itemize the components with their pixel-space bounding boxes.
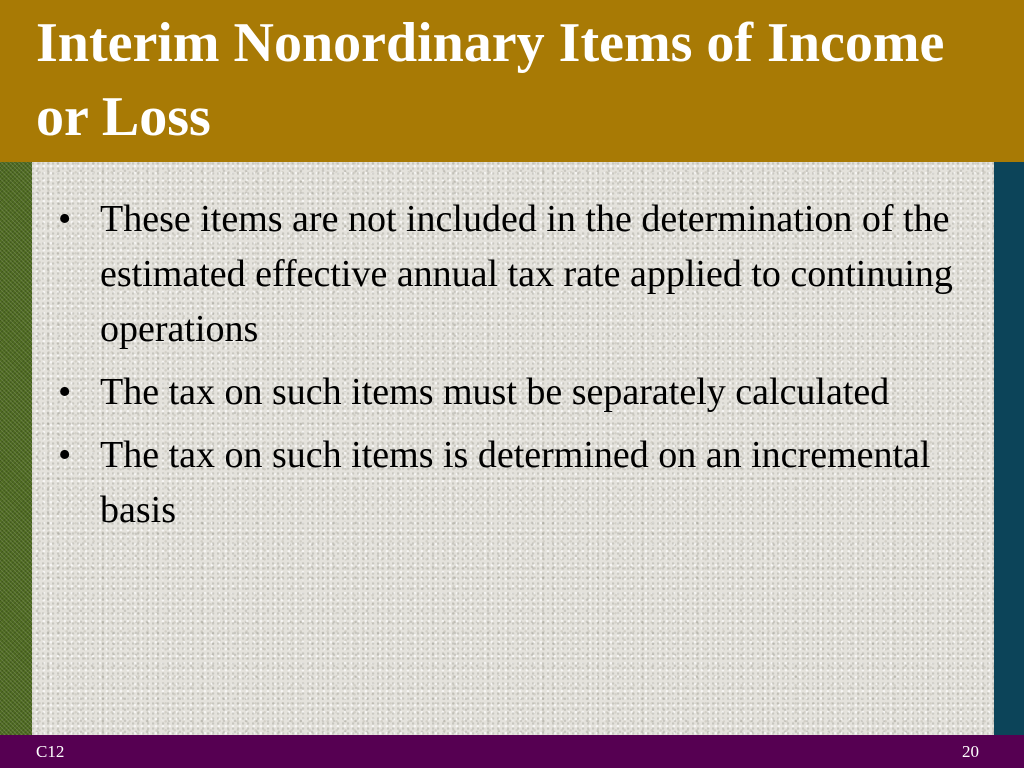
- bullet-icon: •: [58, 198, 72, 240]
- bullet-text: The tax on such items must be separately calculated: [100, 371, 890, 413]
- chapter-label: C12: [36, 742, 65, 761]
- bullet-item: [56, 192, 956, 357]
- left-decorative-stripe: [0, 162, 32, 735]
- slide-title: Interim Nonordinary Items of Income or Loss: [36, 12, 945, 148]
- slide-number: 20: [962, 742, 979, 761]
- bullet-item: [56, 428, 956, 538]
- bullet-text: The tax on such items is determined on an incremental basis: [100, 434, 931, 531]
- title-band: [0, 0, 1024, 162]
- right-decorative-stripe: [994, 162, 1024, 735]
- bullet-item: [56, 365, 956, 420]
- bullet-icon: •: [58, 434, 72, 476]
- footer-bar: [0, 735, 1024, 768]
- bullet-icon: •: [58, 371, 72, 413]
- bullet-list: [56, 192, 956, 546]
- bullet-text: These items are not included in the determination of the estimated effective annual tax rate applied to continuing operations: [100, 198, 953, 350]
- slide-content: [32, 162, 994, 735]
